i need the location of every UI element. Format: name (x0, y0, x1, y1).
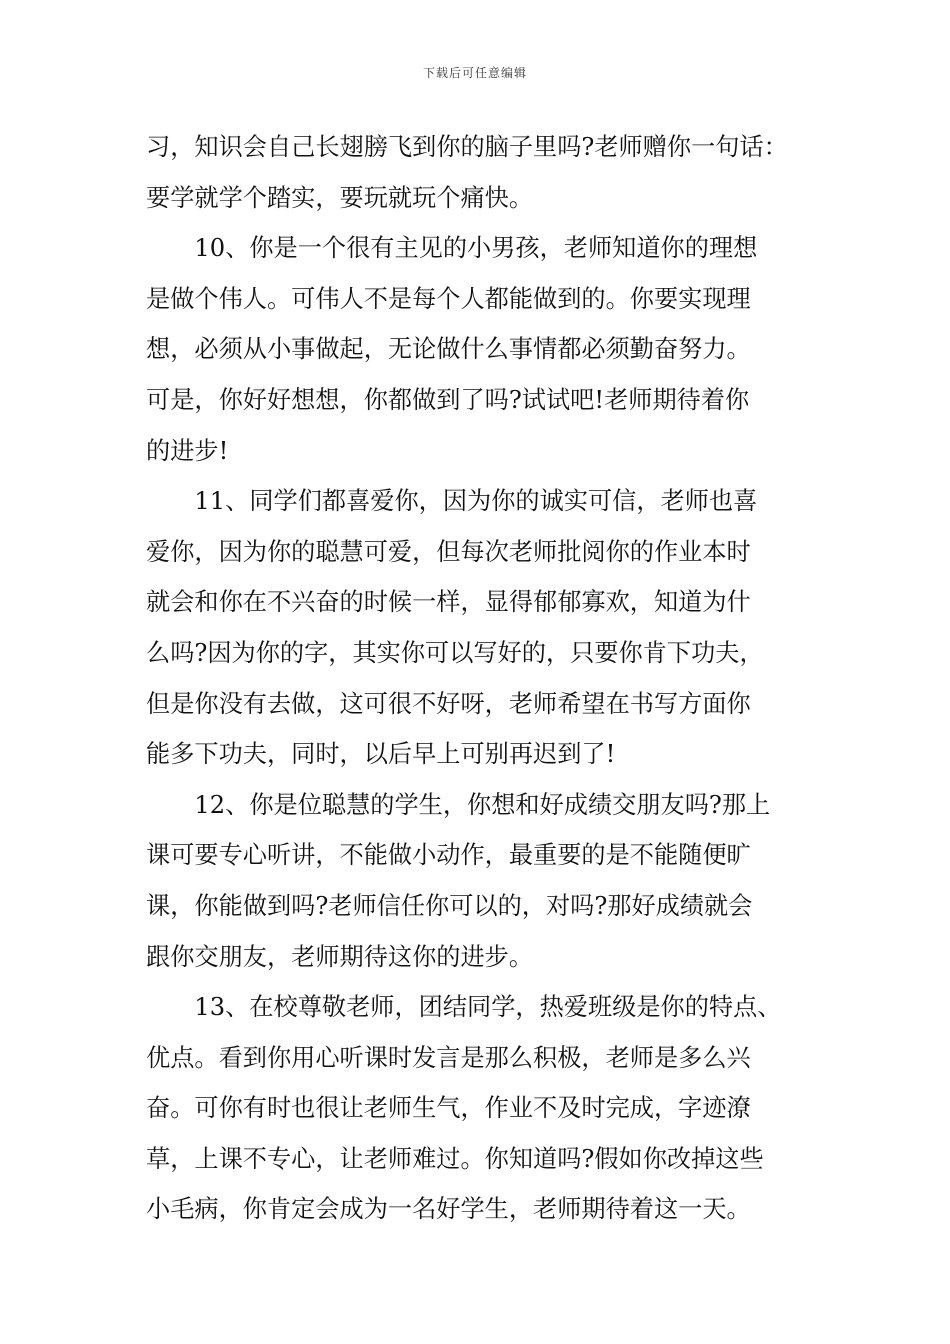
text-line: 草，上课不专心，让老师难过。你知道吗?假如你改掉这些 (146, 1144, 764, 1173)
text-line: 就会和你在不兴奋的时候一样，显得郁郁寡欢，知道为什 (146, 588, 751, 617)
text-line: 课可要专心听讲，不能做小动作，最重要的是不能随便旷 (146, 841, 751, 870)
text-line: 是做个伟人。可伟人不是每个人都能做到的。你要实现理 (146, 284, 751, 313)
text-line: 奋。可你有时也很让老师生气，作业不及时完成，字迹潦 (146, 1094, 751, 1123)
text-line: 能多下功夫，同时，以后早上可别再迟到了! (146, 740, 616, 769)
text-line: 习，知识会自己长翅膀飞到你的脑子里吗?老师赠你一句话： (146, 133, 788, 161)
text-line: 11、同学们都喜爱你，因为你的诚实可信，老师也喜 (146, 487, 758, 516)
text-line: 跟你交朋友，老师期待这你的进步。 (146, 942, 534, 971)
text-line: 爱你，因为你的聪慧可爱，但每次老师批阅你的作业本时 (146, 537, 751, 566)
text-line: 的进步! (146, 436, 229, 465)
text-line: 13、在校尊敬老师，团结同学，热爱班级是你的特点、 (146, 993, 782, 1022)
text-line: 要学就学个踏实，要玩就玩个痛快。 (146, 183, 534, 212)
text-line: 但是你没有去做，这可很不好呀，老师希望在书写方面你 (146, 689, 751, 718)
document-body (146, 122, 808, 1235)
text-line: 么吗?因为你的字，其实你可以写好的，只要你肯下功夫， (146, 638, 764, 667)
text-line: 优点。看到你用心听课时发言是那么积极，老师是多么兴 (146, 1043, 751, 1072)
text-line: 小毛病，你肯定会成为一名好学生，老师期待着这一天。 (146, 1195, 751, 1224)
text-line: 10、你是一个很有主见的小男孩，老师知道你的理想 (146, 234, 758, 263)
text-line: 12、你是位聪慧的学生，你想和好成绩交朋友吗?那上 (146, 790, 771, 819)
text-line: 可是，你好好想想，你都做到了吗?试试吧!老师期待着你 (146, 385, 750, 414)
text-line: 想，必须从小事做起，无论做什么事情都必须勤奋努力。 (146, 335, 751, 364)
text-line: 课，你能做到吗?老师信任你可以的，对吗?那好成绩就会 (146, 891, 753, 920)
page-header: 下载后可任意编辑 (422, 66, 527, 80)
